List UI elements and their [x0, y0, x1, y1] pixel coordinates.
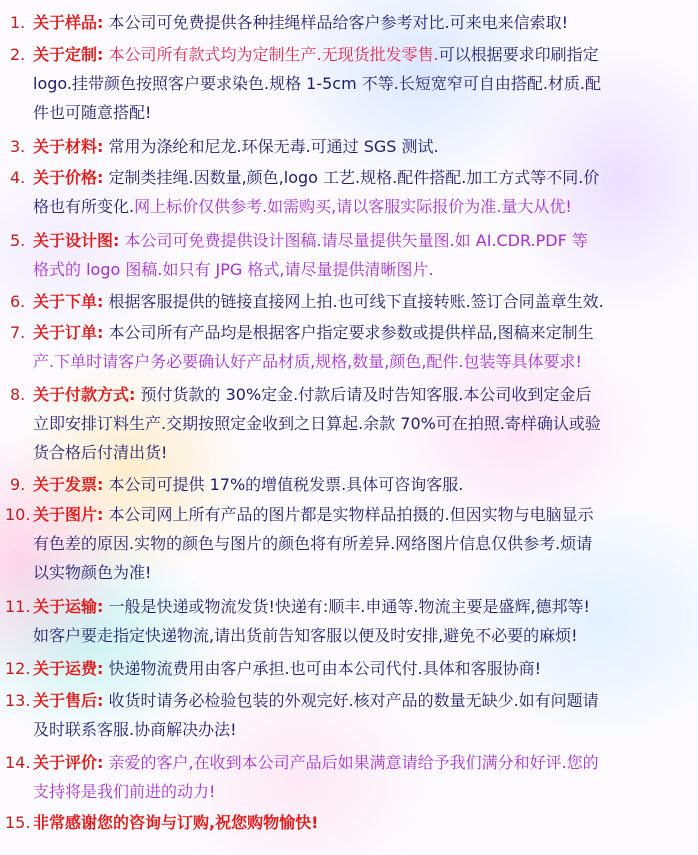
item-line — [33, 621, 578, 650]
list-item — [0, 592, 698, 650]
item-text: 产.下单时请客户务必要确认好产品材质,规格,数量,颜色,配件.包装等具体要求! — [33, 352, 582, 371]
item-title: 关于图片: — [33, 505, 104, 524]
item-title: 关于评价: — [33, 753, 104, 772]
list-item — [0, 8, 698, 37]
item-text: 可以根据要求印刷指定 — [438, 45, 599, 64]
item-line — [33, 470, 463, 499]
item-text: logo.挂带颜色按照客户要求染色.规格 1-5cm 不等.长短宽窄可自由搭配.材质.配 — [33, 74, 602, 93]
item-number: 8. — [10, 385, 26, 404]
item-line — [33, 132, 439, 161]
item-line — [33, 163, 599, 192]
item-title: 关于样品: — [33, 13, 104, 32]
item-number: 12. — [5, 659, 31, 678]
item-number: 10. — [5, 505, 31, 524]
item-text: 收货时请务必检验包装的外观完好.核对产品的数量无缺少.如有问题请 — [103, 691, 599, 710]
item-text: 格式的 logo 图稿.如只有 JPG 格式,请尽量提供清晰图片. — [33, 260, 434, 279]
list-item — [0, 318, 698, 376]
item-number: 11. — [5, 597, 31, 616]
item-line — [33, 69, 601, 98]
list-item — [0, 40, 698, 127]
item-line — [33, 409, 601, 438]
item-text: 本公司可免费提供各种挂绳样品给客户参考对比.可来电来信索取! — [103, 13, 568, 32]
item-title: 关于发票: — [33, 475, 104, 494]
item-line — [33, 318, 594, 347]
list-item — [0, 287, 698, 316]
item-number: 13. — [5, 691, 31, 710]
item-line — [33, 654, 541, 683]
item-title: 关于价格: — [33, 168, 104, 187]
item-line — [33, 808, 318, 837]
item-line — [33, 287, 604, 316]
item-text: 件也可随意搭配! — [33, 103, 152, 122]
list-item — [0, 470, 698, 499]
item-text: 如客户要走指定快递物流,请出货前告知客服以便及时安排,避免不必要的麻烦! — [33, 626, 578, 645]
item-title: 关于售后: — [33, 691, 104, 710]
item-line — [33, 40, 599, 69]
item-line — [33, 347, 582, 376]
item-text: 根据客服提供的链接直接网上拍.也可线下直接转账.签订合同盖章生效. — [103, 292, 604, 311]
list-item — [0, 163, 698, 221]
item-title: 关于材料: — [33, 137, 104, 156]
item-text: 及时联系客服.协商解决办法! — [33, 720, 237, 739]
item-number: 5. — [10, 231, 26, 250]
item-text: 定制类挂绳.因数量,颜色,logo 工艺.规格.配件搭配.加工方式等不同.价 — [103, 168, 600, 187]
item-text: 立即安排订料生产.交期按照定金收到之日算起.余款 70%可在拍照.寄样确认或验 — [33, 414, 601, 433]
item-number: 15. — [5, 813, 31, 832]
item-text: 网上标价仅供参考.如需购买,请以客服实际报价为准.量大从优! — [134, 197, 572, 216]
item-line — [33, 777, 215, 806]
item-title: 关于付款方式: — [33, 385, 136, 404]
item-title: 关于运费: — [33, 659, 104, 678]
list-item — [0, 654, 698, 683]
list-item — [0, 380, 698, 467]
list-item — [0, 686, 698, 744]
list-item — [0, 132, 698, 161]
item-text: 本公司可免费提供设计图稿.请尽量提供矢量图.如 AI.CDR.PDF 等 — [119, 231, 588, 250]
item-title: 非常感谢您的咨询与订购,祝您购物愉快! — [33, 813, 319, 832]
item-line — [33, 255, 434, 284]
item-number: 6. — [10, 292, 26, 311]
item-line — [33, 715, 237, 744]
item-line — [33, 529, 592, 558]
item-line — [33, 592, 590, 621]
list-item — [0, 226, 698, 284]
item-text: 本公司所有款式均为定制生产.无现货批发零售. — [103, 45, 439, 64]
list-item — [0, 748, 698, 806]
item-text: 本公司网上所有产品的图片都是实物样品拍摄的.但因实物与电脑显示 — [103, 505, 594, 524]
item-number: 7. — [10, 323, 26, 342]
item-text: 常用为涤纶和尼龙.环保无毒.可通过 SGS 测试. — [103, 137, 439, 156]
item-line — [33, 8, 568, 37]
item-line — [33, 380, 591, 409]
item-title: 关于设计图: — [33, 231, 120, 250]
list-item — [0, 500, 698, 587]
item-text: 格也有所变化. — [33, 197, 135, 216]
item-text: 本公司所有产品均是根据客户指定要求参数或提供样品,图稿来定制生 — [103, 323, 594, 342]
item-line — [33, 438, 167, 467]
item-line — [33, 686, 599, 715]
item-number: 4. — [10, 168, 26, 187]
item-number: 9. — [10, 475, 26, 494]
item-number: 2. — [10, 45, 26, 64]
item-text: 一般是快递或物流发货!快递有:顺丰.申通等.物流主要是盛辉,德邦等! — [103, 597, 590, 616]
item-text: 快递物流费用由客户承担.也可由本公司代付.具体和客服协商! — [103, 659, 542, 678]
item-number: 14. — [5, 753, 31, 772]
item-line — [33, 500, 594, 529]
item-text: 货合格后付清出货! — [33, 443, 168, 462]
item-title: 关于订单: — [33, 323, 104, 342]
item-number: 1. — [10, 13, 26, 32]
item-title: 关于定制: — [33, 45, 104, 64]
item-title: 关于运输: — [33, 597, 104, 616]
item-text: 支持将是我们前进的动力! — [33, 782, 216, 801]
item-text: 预付货款的 30%定金.付款后请及时告知客服.本公司收到定金后 — [135, 385, 592, 404]
item-line — [33, 192, 572, 221]
list-item — [0, 808, 698, 837]
item-text: 亲爱的客户,在收到本公司产品后如果满意请给予我们满分和好评.您的 — [103, 753, 599, 772]
item-line — [33, 748, 599, 777]
item-title: 关于下单: — [33, 292, 104, 311]
item-text: 以实物颜色为准! — [33, 563, 152, 582]
item-line — [33, 226, 588, 255]
item-line — [33, 558, 151, 587]
item-number: 3. — [10, 137, 26, 156]
item-line — [33, 98, 151, 127]
item-text: 本公司可提供 17%的增值税发票.具体可咨询客服. — [103, 475, 464, 494]
item-text: 有色差的原因.实物的颜色与图片的颜色将有所差异.网络图片信息仅供参考.烦请 — [33, 534, 593, 553]
